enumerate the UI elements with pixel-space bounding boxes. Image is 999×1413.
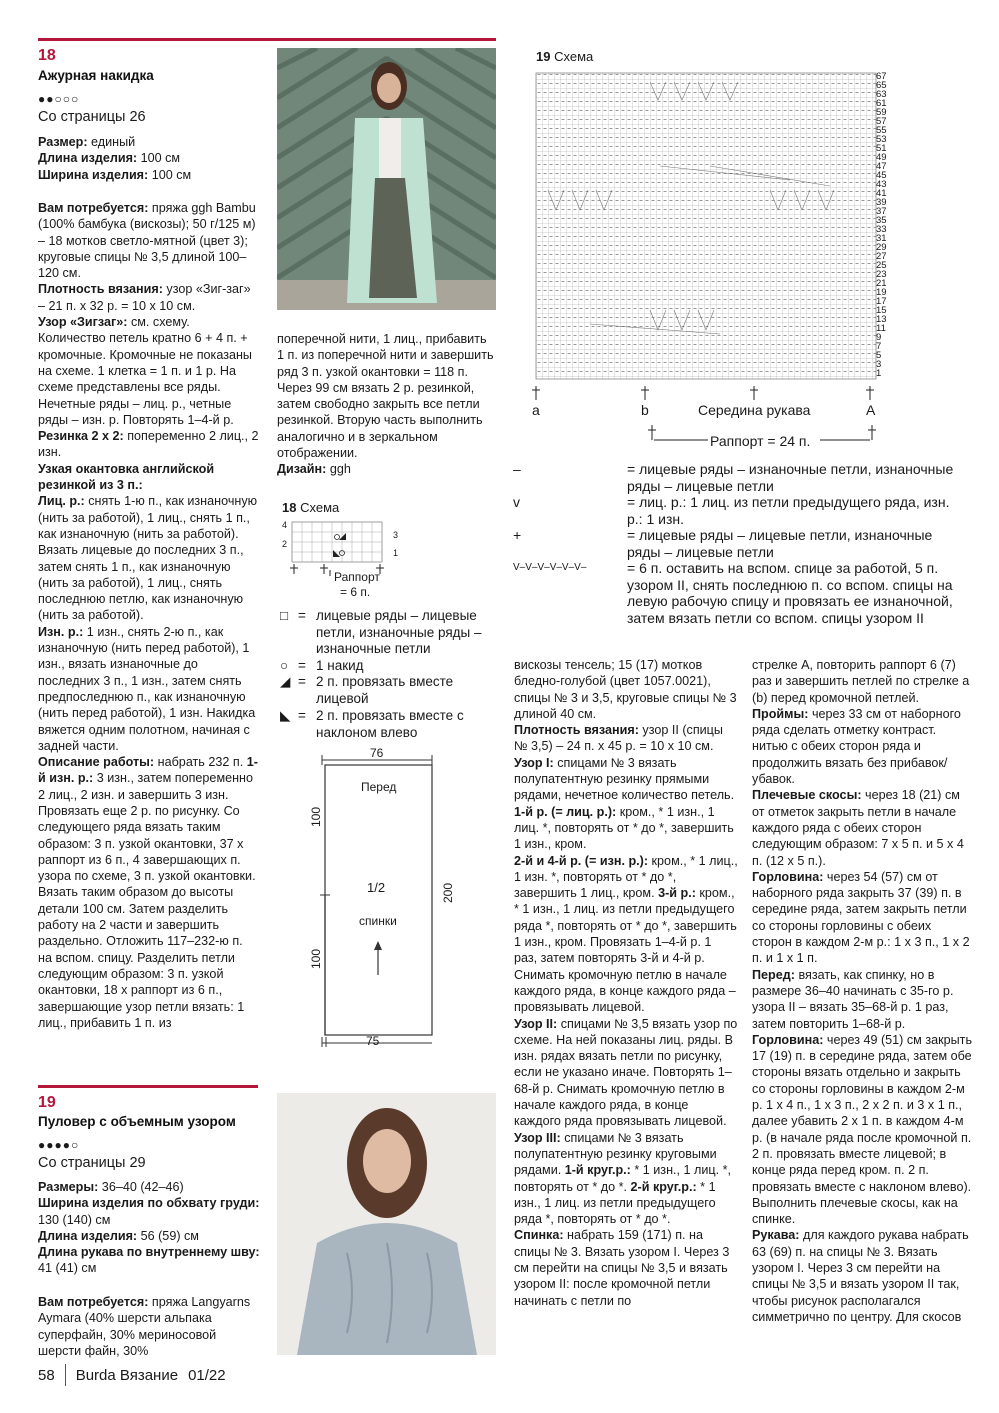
legend-item: ◢ = 2 п. провязать вместе лицевой [280,674,454,706]
spec-line: Размер: единый [38,135,136,149]
plus-icon: + [513,527,522,543]
legend-item: □ = лицевые ряды – лицевые петли, изнаночные ряды – изнаночные петли [280,608,482,656]
legend-item: V–V–V–V–V–V– = 6 п. оставить на вспом. спице за работой, 5 п. узором II, снять последнюю п. со вспом. спицы на левую рабочую спицу и провязать ее изнаночной, затем вязать петли со вспом. спицы узором II [513,560,953,626]
spec-line: Ширина изделия по обхвату груди: 130 (140) см [38,1196,260,1227]
scheme-19-mark-a: a [532,402,540,418]
pattern-18-left-top: 100 [309,806,324,828]
text-para: Узор I: спицами № 3 вязать полупатентную резинку прямыми рядами, нечетное количество петель. 1-й р. (= лиц. р.): кром., * 1 изн., 1 лиц. *, повторять от * до *, завершить 1 изн., кром. [514,755,735,852]
section-rule-18 [38,38,496,41]
cable-icon: V–V–V–V–V–V– [513,562,587,573]
text-para: Плечевые скосы: через 18 (21) см от отметок закрыть петли в начале каждого ряда с обеих сторон следующим образом: 7 х 5 п. и 5 х 4 п. (12 х 5 п.). [752,788,964,868]
text-para: Узор «Зигзаг»: см. схему. Количество петель кратно 6 + 4 п. + кромочные. Кромочные не показаны на схеме. 1 клетка = 1 п. и 1 р. На схеме представлены все ряды. Нечетные ряды – лиц. р., четные ряды – изн. р. Повторять 1–4-й р. [38,315,252,427]
pattern-18-half: 1/2 [367,880,386,895]
difficulty-dots-18: ●●○○○ [38,92,80,106]
text-para: Описание работы: набрать 232 п. 1-й изн. р.: 3 изн., затем попеременно 2 лиц., 2 изн. и завершить 3 изн. Провязать еще 2 р. по рисунку. Со следующего ряда вязать таким образом: 3 п. узкой окантовки, 37 х раппорт из 6 п., 4 завершающих п. узора по схеме, 3 п. узкой окантовки. Вязать таким образом до высоты детали 100 см. Затем разделить работу на 2 части и завершить раздельно. Отложить 117–232-ю п. на вспом. спицу. Разделить петли следующим образом: 3 п. узкой окантовки, 18 х раппорт из 6 п., завершающие узор петли вязать: 1 лиц., прибавить 1 п. из [38,755,258,1030]
body-text-19b [514,657,738,1309]
legend-item: – = лицевые ряды – изнаночные петли, изнаночные ряды – лицевые петли [513,461,954,494]
legend-item: ○ = 1 накид [280,658,364,673]
scheme-18-rapport: Раппорт [334,570,380,584]
yarn-over-icon: ○ [280,658,289,673]
text-para: Изн. р.: 1 изн., снять 2-ю п., как изнаночную (нить перед работой), 1 изн., вязать изнаночные до последних 3 п., 1 изн., затем снять предпоследнюю п., как изнаночную (нить перед работой), 1 изн. Накидка вяжется одним полотном, начиная с задней части. [38,624,256,753]
chart-scheme-19 [530,70,900,450]
text-para: Перед: вязать, как спинку, но в размере 36–40 начинать с 35-го р. узора II – вязать 35–68-й р. 1 раз, затем повторить 1–68-й р. [752,967,954,1031]
text-para: Горловина: через 54 (57) см от наборного ряда закрыть 37 (39) п. в середине ряда, затем закрыть петли со стороны горловины с обеих сторон в каждом 2-м р.: 1 х 3 п., 1 х 2 п. и 1 х 1 п. [752,869,970,966]
pattern-18-label-back: спинки [359,914,397,928]
legend-item: ◣ = 2 п. провязать вместе с наклоном влево [280,708,464,740]
issue-number: 01/22 [188,1366,226,1384]
specs-19 [38,1179,260,1277]
spec-line: Размеры: 36–40 (42–46) [38,1180,184,1194]
text-para: Резинка 2 х 2: попеременно 2 лиц., 2 изн. [38,429,259,460]
scheme-19-mark-A: A [866,402,876,418]
text-para: Рукава: для каждого рукава набрать 63 (69) п. на спицы № 3. Вязать узором I. Через 3 см перейти на спицы № 3,5 и вязать узором II так, чтобы рисунок располагался симметрично по центру. Для скосов [752,1228,969,1324]
page-number: 58 [38,1366,55,1384]
body-text-18 [38,200,260,1031]
scheme-title-19: 19 Схема [536,49,594,64]
scheme-18-row-4: 4 [282,520,288,530]
text-para: Вам потребуется: пряжа Langyarns Aymara (40% шерсти альпака суперфайн, 30% мериносовой шерсти файн, 30% [38,1295,251,1358]
photo-cardigan-model [277,48,496,310]
spec-line: Длина изделия: 56 (59) см [38,1228,199,1243]
text-para: Узор III: спицами № 3 вязать полупатентную резинку круговыми рядами. 1-й круг.р.: * 1 изн., 1 лиц. *, повторять от * до *. 2-й круг.р.: * 1 изн., 1 лиц. из петли предыдущего ряда *, повторять от * до *. [514,1130,732,1227]
pattern-18-left-bottom: 100 [309,948,324,970]
text-para: Плотность вязания: узор «Зиг-заг» – 21 п. х 32 р. = 10 х 10 см. [38,282,251,313]
pattern-18-top: 76 [370,746,384,760]
scheme-18-row-1: 1 [393,548,399,558]
text-para: Плотность вязания: узор II (спицы № 3,5) – 24 п. х 45 р. = 10 х 10 см. [514,723,723,754]
text-para: Горловина: через 49 (51) см закрыть 17 (19) п. в середине ряда, затем обе стороны вязать отдельно и закрыть со стороны горловины в каждом 2-м р. 1 х 4 п., 1 х 3 п., 2 х 2 п. и 3 х 1 п., далее убавить 2 х 1 п. в каждом 4-м р. (в начале ряда после кромочной п. 2 п. провязать вместе лицевой; в конце ряда перед кром. п. 2 п. провязать вместе с наклоном влево). Выполнить плечевые скосы, как на спинке. [752,1032,973,1227]
page-footer [38,1364,226,1386]
spec-line: Ширина изделия: 100 см [38,167,192,182]
body-text-19c [752,657,974,1325]
scheme-18-rapport-value: = 6 п. [340,585,371,599]
text-para: Спинка: набрать 159 (171) п. на спицы № 3. Вязать узором I. Через 3 см перейти на спицы № 3,5 и вязать узором II: после кромочной петли начинать с петли по [514,1228,730,1308]
text-para: вискозы тенсель; 15 (17) мотков бледно-голубой (цвет 1057.0021), спицы № 3 и 3,5, круговые спицы № 3 длиной 40 см. [514,658,737,721]
legend-item: + = лицевые ряды – лицевые петли, изнаночные ряды – лицевые петли [513,527,933,560]
scheme-19-rapport: Раппорт = 24 п. [710,433,811,449]
difficulty-dots-19: ●●●●○ [38,1138,80,1152]
scheme-19-mark-b: b [641,402,649,418]
text-para: стрелке А, повторить раппорт 6 (7) раз и завершить петлей по стрелке а (b) перед кромочной петлей. [752,658,970,705]
pattern-18-bottom: 75 [366,1034,380,1048]
spec-line: Длина рукава по внутреннему шву: 41 (41) см [38,1245,260,1276]
item-title-19: Пуловер с объемным узором [38,1114,236,1129]
section-rule-19 [38,1085,258,1088]
ssk-icon: ◣ [280,708,291,723]
specs-18 [38,134,258,183]
text-para: Вам потребуется: пряжа ggh Bambu (100% бамбука (вискозы); 50 г/125 м) – 18 мотков светло-мятной (цвет 3); круговые спицы № 3,5 длиной 100–120 см. [38,201,256,281]
scheme-title-18: 18 Схема [282,500,340,515]
photo-illustration [277,1093,496,1355]
text-para: Узор II: спицами № 3,5 вязать узор по схеме. На ней показаны лиц. ряды. В изн. рядах вязать петли по рисунку, если не указано иначе. Повторять 1–68-й р. Снимать кромочную петлю в начале каждого ряда, в конце каждого ряда провязывать лицевой. [514,1016,738,1129]
item-title-18: Ажурная накидка [38,68,154,83]
spec-line: Длина изделия: 100 см [38,151,181,166]
item-number-19: 19 [38,1094,56,1111]
dash-icon: – [513,461,521,477]
pattern-18-right: 200 [441,882,456,904]
legend-item: v = лиц. р.: 1 лиц. из петли предыдущего ряда, изн. р.: 1 изн. [513,494,950,527]
from-page-18: Со страницы 26 [38,109,146,125]
scheme-18-row-2: 2 [282,539,288,549]
scheme-19-mark-center: Середина рукава [698,402,811,418]
footer-divider [65,1364,66,1386]
k2tog-icon: ◢ [280,674,291,689]
legend-18 [280,608,500,742]
text-para: 2-й и 4-й р. (= изн. р.): кром., * 1 лиц., 1 изн. *, повторять от * до *, завершить 1 лиц., кром. 3-й р.: кром., * 1 изн., 1 лиц. из петли предыдущего ряда *, повторять от * до *, завершить 1 изн., кром. Провязать 1–4-й р. 1 раз, затем повторять 3-й и 4-й р. Снимать кромочную петлю в начале каждого ряда, в конце каждого ряда – провязывать лицевой. [514,853,738,1015]
text-para: Лиц. р.: снять 1-ю п., как изнаночную (нить за работой), 1 лиц., снять 1 п., как изнаночную (нить за работой). Вязать лицевые до последних 3 п., затем снять 1 п., как изнаночную (нить за работой), 1 лиц., снять последнюю петлю, как изнаночную (нить за работой). [38,494,258,623]
text-para: поперечной нити, 1 лиц., прибавить 1 п. из поперечной нити и завершить ряд 3 п. узкой окантовки = 118 п. Через 99 см вязать 2 р. резинкой, затем свободно закрыть все петли резинкой. Вторую часть выполнить аналогично и в зеркальном отображении. [277,332,494,461]
pattern-18-label-front: Перед [361,780,397,794]
body-text-18b [277,331,497,478]
design-line: Дизайн: ggh [277,462,351,477]
photo-pullover-model [277,1093,496,1355]
legend-19 [513,461,963,626]
square-icon: □ [280,608,289,623]
v-stitch-icon: v [513,494,520,510]
text-para: Узкая окантовка английской резинкой из 3 п.: [38,461,215,493]
from-page-19: Со страницы 29 [38,1155,146,1171]
photo-illustration [277,48,496,310]
scheme-19-row-numbers: 67 65 63 61 59 57 55 53 51 49 47 45 43 41 39 37 35 33 31 29 27 25 23 21 19 17 15 13 11 9 7 5 3 1 [876,71,887,379]
body-text-19a [38,1294,260,1359]
scheme-18-row-3: 3 [393,530,399,540]
item-number-18: 18 [38,47,56,64]
text-para: Проймы: через 33 см от наборного ряда сделать отметку контраст. нитью с обеих сторон ряда и продолжить вязать без прибавок/убавок. [752,706,961,787]
magazine-title: Burda Вязание [75,1366,179,1384]
